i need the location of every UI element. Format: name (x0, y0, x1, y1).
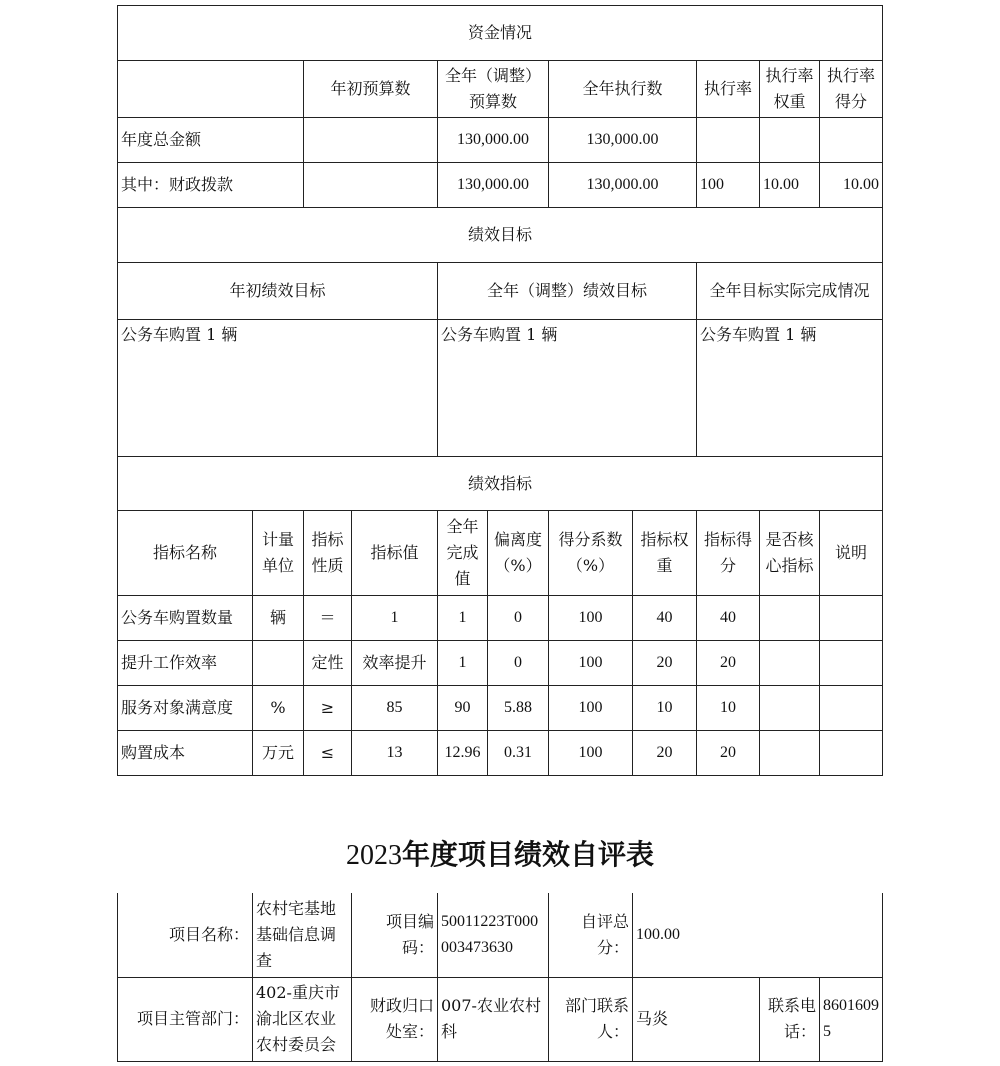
goals-value-initial: 公务车购置 1 辆 (118, 320, 438, 457)
contact-value: 马炎 (633, 977, 760, 1061)
project-info-table (117, 893, 883, 1062)
ind-cell-nature: ≥ (304, 686, 352, 731)
phone-value: 86016095 (820, 977, 883, 1061)
goals-section-title: 绩效目标 (118, 208, 883, 263)
goals-value-adjusted: 公务车购置 1 辆 (438, 320, 697, 457)
indicators-section-title: 绩效指标 (118, 457, 883, 511)
ind-header-weight: 指标权重 (633, 511, 697, 596)
ind-cell-score: 20 (697, 641, 760, 686)
funds-row-rate: 100 (697, 163, 760, 208)
project-name-value: 农村宅基地基础信息调查 (253, 893, 352, 977)
goals-header-adjusted: 全年（调整）绩效目标 (438, 263, 697, 320)
ind-header-name: 指标名称 (118, 511, 253, 596)
ind-cell-score: 20 (697, 731, 760, 776)
ind-cell-weight: 10 (633, 686, 697, 731)
ind-header-note: 说明 (820, 511, 883, 596)
ind-cell-coefficient: 100 (549, 596, 633, 641)
ind-cell-name: 提升工作效率 (118, 641, 253, 686)
table-row (118, 686, 883, 731)
phone-label: 联系电话： (760, 977, 820, 1061)
ind-cell-nature: ＝ (304, 596, 352, 641)
ind-cell-unit: % (253, 686, 304, 731)
dept-label: 项目主管部门： (118, 977, 253, 1061)
contact-label: 部门联系人： (549, 977, 633, 1061)
table-row (118, 596, 883, 641)
ind-cell-unit: 万元 (253, 731, 304, 776)
ind-header-actual: 全年完成值 (438, 511, 488, 596)
ind-cell-weight: 40 (633, 596, 697, 641)
funds-header-blank (118, 61, 304, 118)
ind-cell-coefficient: 100 (549, 686, 633, 731)
ind-cell-actual: 1 (438, 596, 488, 641)
title-year: 2023 (345, 840, 402, 871)
office-label: 财政归口处室： (352, 977, 438, 1061)
ind-cell-core (760, 731, 820, 776)
funds-row-executed: 130,000.00 (549, 163, 697, 208)
ind-cell-nature: ≤ (304, 731, 352, 776)
funds-row-weight (760, 118, 820, 163)
ind-cell-actual: 1 (438, 641, 488, 686)
ind-header-unit: 计量单位 (253, 511, 304, 596)
project-code-value: 50011223T000003473630 (438, 893, 549, 977)
ind-cell-target: 效率提升 (352, 641, 438, 686)
table-row (118, 641, 883, 686)
funds-row-weight: 10.00 (760, 163, 820, 208)
ind-cell-unit: 辆 (253, 596, 304, 641)
dept-value: 402-重庆市渝北区农业农村委员会 (253, 977, 352, 1061)
funds-row-rate (697, 118, 760, 163)
project-code-label: 项目编码： (352, 893, 438, 977)
funds-header-weight: 执行率权重 (760, 61, 820, 118)
ind-cell-name: 服务对象满意度 (118, 686, 253, 731)
ind-header-score: 指标得分 (697, 511, 760, 596)
ind-cell-actual: 12.96 (438, 731, 488, 776)
goals-header-actual: 全年目标实际完成情况 (697, 263, 883, 320)
ind-cell-actual: 90 (438, 686, 488, 731)
funds-row-adjusted: 130,000.00 (438, 163, 549, 208)
project-name-label: 项目名称： (118, 893, 253, 977)
ind-cell-target: 13 (352, 731, 438, 776)
ind-cell-target: 1 (352, 596, 438, 641)
ind-cell-name: 购置成本 (118, 731, 253, 776)
ind-cell-note (820, 686, 883, 731)
table-row (118, 731, 883, 776)
ind-cell-core (760, 686, 820, 731)
ind-cell-note (820, 731, 883, 776)
funds-row-score (820, 118, 883, 163)
ind-cell-note (820, 596, 883, 641)
ind-cell-score: 10 (697, 686, 760, 731)
funds-row-label: 年度总金额 (118, 118, 304, 163)
ind-cell-core (760, 596, 820, 641)
funds-row-initial (304, 163, 438, 208)
self-score-label: 自评总分： (549, 893, 633, 977)
ind-header-deviation: 偏离度（%） (488, 511, 549, 596)
ind-cell-deviation: 5.88 (488, 686, 549, 731)
ind-cell-weight: 20 (633, 641, 697, 686)
ind-header-nature: 指标性质 (304, 511, 352, 596)
funds-row-adjusted: 130,000.00 (438, 118, 549, 163)
title-text: 年度项目绩效自评表 (401, 838, 654, 871)
office-value: 007-农业农村科 (438, 977, 549, 1061)
performance-table (117, 5, 883, 776)
ind-cell-note (820, 641, 883, 686)
funds-section-title: 资金情况 (118, 6, 883, 61)
funds-header-score: 执行率得分 (820, 61, 883, 118)
self-score-value: 100.00 (633, 893, 883, 977)
ind-cell-target: 85 (352, 686, 438, 731)
ind-cell-core (760, 641, 820, 686)
ind-cell-deviation: 0 (488, 641, 549, 686)
funds-row-label: 其中：财政拨款 (118, 163, 304, 208)
funds-row-score: 10.00 (820, 163, 883, 208)
document-title (0, 835, 1000, 876)
ind-header-target: 指标值 (352, 511, 438, 596)
ind-cell-coefficient: 100 (549, 731, 633, 776)
ind-cell-deviation: 0 (488, 596, 549, 641)
ind-cell-score: 40 (697, 596, 760, 641)
ind-cell-unit (253, 641, 304, 686)
ind-cell-name: 公务车购置数量 (118, 596, 253, 641)
goals-header-initial: 年初绩效目标 (118, 263, 438, 320)
ind-header-coefficient: 得分系数（%） (549, 511, 633, 596)
ind-cell-deviation: 0.31 (488, 731, 549, 776)
ind-cell-nature: 定性 (304, 641, 352, 686)
funds-row-executed: 130,000.00 (549, 118, 697, 163)
funds-header-executed: 全年执行数 (549, 61, 697, 118)
funds-header-rate: 执行率 (697, 61, 760, 118)
ind-cell-coefficient: 100 (549, 641, 633, 686)
goals-value-actual: 公务车购置 1 辆 (697, 320, 883, 457)
ind-cell-weight: 20 (633, 731, 697, 776)
funds-header-initial: 年初预算数 (304, 61, 438, 118)
funds-row-initial (304, 118, 438, 163)
funds-header-adjusted: 全年（调整）预算数 (438, 61, 549, 118)
ind-header-core: 是否核心指标 (760, 511, 820, 596)
